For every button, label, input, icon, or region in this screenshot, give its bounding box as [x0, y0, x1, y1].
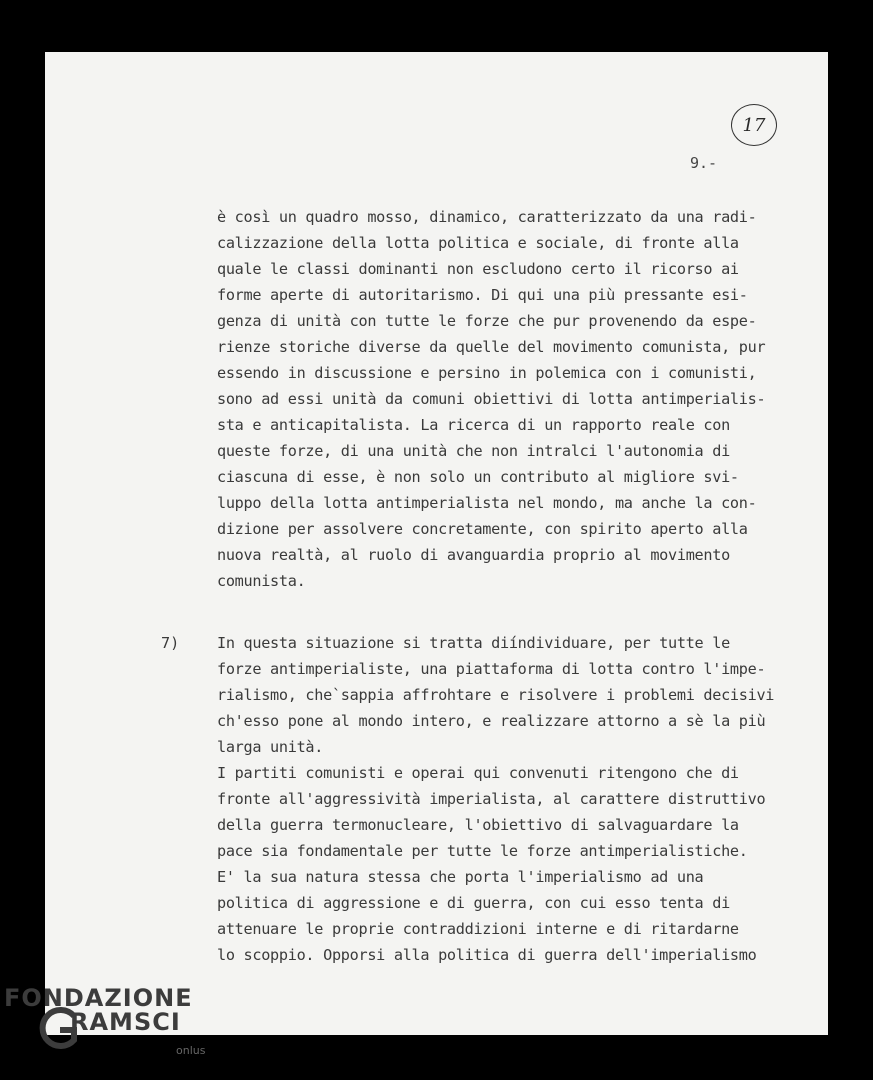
text-line: In questa situazione si tratta diíndividuare, per tutte le — [217, 634, 730, 652]
text-line: forze antimperialiste, una piattaforma di lotta contro l'impe- — [217, 660, 766, 678]
text-line: essendo in discussione e persino in polemica con i comunisti, — [217, 364, 757, 382]
text-line: pace sia fondamentale per tutte le forze antimperialistiche. — [217, 842, 748, 860]
text-line: ch'esso pone al mondo intero, e realizzare attorno a sè la più — [217, 712, 766, 730]
text-line: quale le classi dominanti non escludono certo il ricorso ai — [217, 260, 739, 278]
text-line: sono ad essi unità da comuni obiettivi di lotta antimperialis- — [217, 390, 766, 408]
text-line: attenuare le proprie contraddizioni interne e di ritardarne — [217, 920, 739, 938]
text-line: lo scoppio. Opporsi alla politica di guerra dell'imperialismo — [217, 946, 757, 964]
watermark-suffix: onlus — [176, 1044, 206, 1057]
text-line: queste forze, di una unità che non intralci l'autonomia di — [217, 442, 730, 460]
text-line: della guerra termonucleare, l'obiettivo di salvaguardare la — [217, 816, 739, 834]
text-line: I partiti comunisti e operai qui convenuti ritengono che di — [217, 764, 739, 782]
text-line: luppo della lotta antimperialista nel mondo, ma anche la con- — [217, 494, 757, 512]
text-line: fronte all'aggressività imperialista, al carattere distruttivo — [217, 790, 766, 808]
document-page — [45, 52, 828, 1035]
page-annotation — [731, 104, 777, 146]
page-number: 9.- — [690, 154, 718, 172]
text-line: genza di unità con tutte le forze che pur provenendo da espe- — [217, 312, 757, 330]
watermark-line1: FONDAZIONE — [4, 984, 193, 1012]
text-line: comunista. — [217, 572, 306, 590]
text-line: calizzazione della lotta politica e sociale, di fronte alla — [217, 234, 739, 252]
text-line: forme aperte di autoritarismo. Di qui una più pressante esi- — [217, 286, 748, 304]
text-line: rialismo, che`sappia affrohtare e risolvere i problemi decisivi — [217, 686, 775, 704]
text-line: è così un quadro mosso, dinamico, caratterizzato da una radi- — [217, 208, 757, 226]
item-number: 7) — [161, 634, 180, 652]
watermark-line2: RAMSCI — [70, 1008, 181, 1036]
text-line: rienze storiche diverse da quelle del movimento comunista, pur — [217, 338, 766, 356]
text-line: larga unità. — [217, 738, 324, 756]
text-line: politica di aggressione e di guerra, con cui esso tenta di — [217, 894, 730, 912]
text-line: dizione per assolvere concretamente, con spirito aperto alla — [217, 520, 748, 538]
fondazione-gramsci-watermark — [4, 984, 206, 1057]
text-line: sta e anticapitalista. La ricerca di un rapporto reale con — [217, 416, 730, 434]
annotation-text: 17 — [742, 114, 766, 136]
text-line: nuova realtà, al ruolo di avanguardia proprio al movimento — [217, 546, 730, 564]
text-line: E' la sua natura stessa che porta l'imperialismo ad una — [217, 868, 704, 886]
text-line: ciascuna di esse, è non solo un contributo al migliore svi- — [217, 468, 739, 486]
